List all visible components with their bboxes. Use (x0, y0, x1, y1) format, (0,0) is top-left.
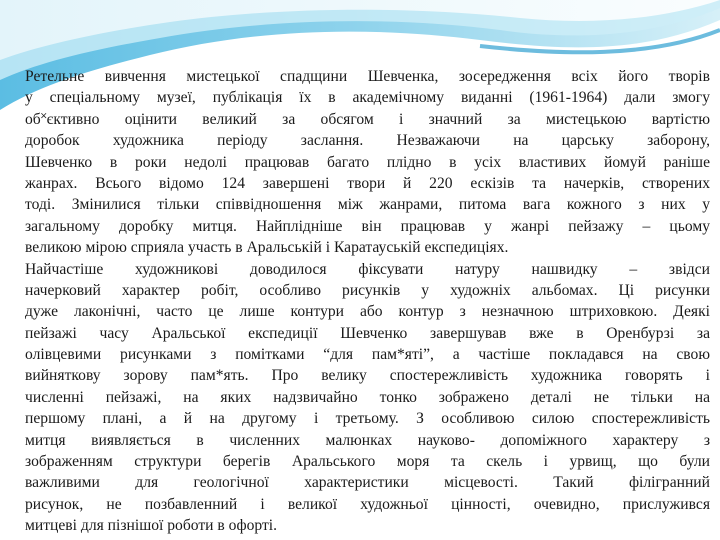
text-line: великою мірою сприяла участь в Аральській і Каратауській експедиціях. (25, 239, 509, 257)
text-line: зображенням структури берегів Аральського моря та скель і урвищ, що були (25, 453, 710, 471)
text-line: пейзажі часу Аральської експедиції Шевченко завершував вже в Оренбурзі за (25, 324, 710, 342)
text-line: важливими для геологічної характеристики місцевості. Такий філігранний (25, 474, 710, 492)
text-line: начерковий характер робіт, особливо рисунків у художніх альбомах. Ці рисунки (25, 281, 710, 299)
text-line: загальному доробку митця. Найплідніше він працював у жанрі пейзажу – цьому (25, 217, 710, 235)
text-line: дуже лаконічні, часто це лише контури або контур з незначною штриховкою. Деякі (25, 303, 710, 321)
text-line: Шевченко в роки недолі працював багато плідно в усіх властивих йомуй раніше (25, 153, 710, 171)
text-line: Ретельне вивчення мистецької спадщини Шевченка, зосередження всіх його творів (25, 68, 710, 85)
text-line: у спеціальному музеї, публікація їх в академічному виданні (1961-1964) дали змогу (25, 89, 710, 107)
text-line: митця виявляється в численних малюнках науково- допоміжного характеру з (25, 431, 710, 449)
slide-body-text (25, 66, 710, 537)
text-line: рисунок, не позбавленний і великої художньої цінності, очевидно, прислужився (25, 495, 710, 513)
text-line: вийняткову зорову пам*ять. Про велику спостережливість художника говорять і (25, 367, 710, 385)
text-line: олівцевими рисунками з помітками “для пам*яті”, а частіше покладався на свою (25, 346, 710, 364)
text-line: доробок художника періоду заслання. Незважаючи на царську заборону, (25, 132, 710, 150)
text-line: тоді. Змінилися тільки співвідношення між жанрами, питома вага кожного з них у (25, 196, 710, 214)
text-line: об˟єктивно оцінити великий за обсягом і значний за мистецькою вартістю (25, 110, 710, 128)
text-line: Найчастіше художникові доводилося фіксувати натуру нашвидку – звідси (25, 260, 710, 278)
text-line: першому плані, а й на другому і третьому. З особливою силою спостережливість (25, 410, 710, 428)
paragraph-2 (25, 259, 710, 537)
paragraph-1 (25, 66, 710, 259)
text-line: численні пейзажі, на яких надзвичайно тонко зображено деталі не тільки на (25, 388, 710, 406)
text-line: митцеві для пізнішої роботи в офорті. (25, 517, 277, 535)
text-line: жанрах. Всього відомо 124 завершені твори й 220 ескізів та начерків, створених (25, 174, 710, 192)
